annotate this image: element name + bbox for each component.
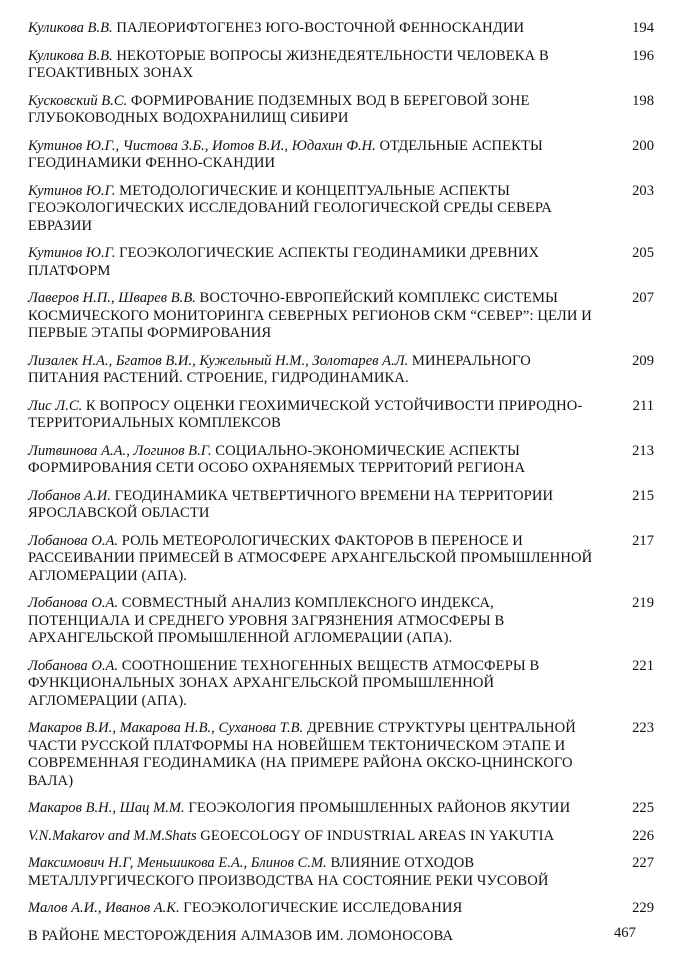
entry-page: 205 (632, 245, 654, 261)
entry-page: 221 (632, 657, 654, 674)
entry-authors: Лаверов Н.П., Шварев В.В. (28, 290, 196, 306)
entry-authors: Лобанов А.И. (28, 487, 111, 504)
entry-authors: Лобанова О.А. (28, 595, 119, 611)
entry-authors: Максимович Н.Г, Меньшикова Е.А., Блинов С.М. (28, 855, 327, 871)
entry-title: ГЕОЭКОЛОГИЧЕСКИЕ ИССЛЕДОВАНИЯ (183, 900, 463, 916)
toc-entry (28, 720, 658, 790)
entry-title: ВОСТОЧНО-ЕВРОПЕЙСКИЙ КОМПЛЕКС СИСТЕМЫ КОСМИЧЕСКОГО МОНИТОРИНГА СЕВЕРНЫХ РЕГИОНОВ СКМ “СЕВЕР”: ЦЕЛИ И ПЕРВЫЕ ЭТАПЫ ФОРМИРОВАНИЯ (28, 290, 592, 341)
toc-entry (28, 488, 658, 523)
entry-title: К ВОПРОСУ ОЦЕНКИ ГЕОХИМИЧЕСКОЙ УСТОЙЧИВОСТИ ПРИРОДНО-ТЕРРИТОРИАЛЬНЫХ КОМПЛЕКСОВ (28, 397, 583, 431)
table-of-contents (28, 20, 658, 955)
entry-title: СОЦИАЛЬНО-ЭКОНОМИЧЕСКИЕ АСПЕКТЫ ФОРМИРОВАНИЯ СЕТИ ОСОБО ОХРАНЯЕМЫХ ТЕРРИТОРИЙ РЕГИОНА (28, 442, 526, 476)
entry-authors: Макаров В.Н., Шац М.М. (28, 800, 185, 816)
entry-authors: Литвинова А.А., Логинов В.Г. (28, 442, 212, 459)
toc-entry (28, 443, 658, 478)
entry-title: GEOECOLOGY OF INDUSTRIAL AREAS IN YAKUTIA (200, 827, 555, 844)
toc-entry (28, 800, 658, 818)
toc-entry (28, 48, 658, 83)
entry-authors: Лис Л.С. (28, 397, 83, 414)
entry-title: ФОРМИРОВАНИЕ ПОДЗЕМНЫХ ВОД В БЕРЕГОВОЙ ЗОНЕ ГЛУБОКОВОДНЫХ ВОДОХРАНИЛИЩ СИБИРИ (28, 92, 530, 126)
entry-authors: Макаров В.И., Макарова Н.В., Суханова Т.В. (28, 720, 304, 736)
toc-entry (28, 928, 658, 946)
entry-page: 225 (632, 800, 654, 816)
entry-authors: Кутинов Ю.Г. (28, 245, 116, 261)
entry-title: МЕТОДОЛОГИЧЕСКИЕ И КОНЦЕПТУАЛЬНЫЕ АСПЕКТЫ ГЕОЭКОЛОГИЧЕСКИХ ИССЛЕДОВАНИЙ ГЕОЛОГИЧЕСКОЙ СРЕДЫ СЕВЕРА ЕВРАЗИИ (28, 182, 552, 234)
entry-authors: Куликова В.В. (28, 20, 113, 36)
entry-page: 203 (632, 182, 654, 199)
entry-title: ОТДЕЛЬНЫЕ АСПЕКТЫ ГЕОДИНАМИКИ ФЕННО-СКАНДИИ (28, 137, 543, 171)
entry-page: 223 (632, 720, 654, 736)
entry-title: РОЛЬ МЕТЕОРОЛОГИЧЕСКИХ ФАКТОРОВ В ПЕРЕНОСЕ И РАССЕИВАНИИ ПРИМЕСЕЙ В АТМОСФЕРЕ АРХАНГЕЛЬСКОЙ ПРОМЫШЛЕННОЙ АГЛОМЕРАЦИИ (АПА). (28, 532, 593, 584)
entry-title: НЕКОТОРЫЕ ВОПРОСЫ ЖИЗНЕДЕЯТЕЛЬНОСТИ ЧЕЛОВЕКА В ГЕОАКТИВНЫХ ЗОНАХ (28, 47, 549, 81)
entry-authors: Кутинов Ю.Г., Чистова З.Б., Иотов В.И., Юдахин Ф.Н. (28, 137, 376, 154)
entry-title: ДРЕВНИЕ СТРУКТУРЫ ЦЕНТРАЛЬНОЙ ЧАСТИ РУССКОЙ ПЛАТФОРМЫ НА НОВЕЙШЕМ ТЕКТОНИЧЕСКОМ ЭТАПЕ И СОВРЕМЕННАЯ ГЕОДИНАМИКА (НА ПРИМЕРЕ РАЙОНА ОКСКО-ЦНИНСКОГО ВАЛА) (28, 720, 576, 789)
entry-title: СОВМЕСТНЫЙ АНАЛИЗ КОМПЛЕКСНОГО ИНДЕКСА, ПОТЕНЦИАЛА И СРЕДНЕГО УРОВНЯ ЗАГРЯЗНЕНИЯ АТМОСФЕРЫ В АРХАНГЕЛЬСКОЙ ПРОМЫШЛЕННОЙ АГЛОМЕРАЦИИ (АПА). (28, 595, 505, 646)
entry-page: 211 (632, 397, 654, 414)
toc-entry (28, 855, 658, 890)
entry-title: ВЛИЯНИЕ ОТХОДОВ МЕТАЛЛУРГИЧЕСКОГО ПРОИЗВОДСТВА НА СОСТОЯНИЕ РЕКИ ЧУСОВОЙ (28, 855, 549, 889)
toc-entry (28, 245, 658, 280)
toc-entry (28, 595, 658, 648)
entry-title: В РАЙОНЕ МЕСТОРОЖДЕНИЯ АЛМАЗОВ ИМ. ЛОМОНОСОВА (28, 927, 454, 944)
entry-title: ГЕОЭКОЛОГИЯ ПРОМЫШЛЕННЫХ РАЙОНОВ ЯКУТИИ (188, 800, 571, 816)
entry-authors: Куликова В.В. (28, 47, 113, 64)
entry-title: ГЕОЭКОЛОГИЧЕСКИЕ АСПЕКТЫ ГЕОДИНАМИКИ ДРЕВНИХ ПЛАТФОРМ (28, 245, 540, 279)
toc-entry (28, 398, 658, 433)
toc-entry (28, 900, 658, 918)
entry-authors: V.N.Makarov and M.M.Shats (28, 827, 197, 844)
toc-entry (28, 290, 658, 343)
entry-page: 226 (632, 827, 654, 844)
entry-page: 215 (632, 487, 654, 504)
entry-page: 209 (632, 352, 654, 369)
toc-entry (28, 138, 658, 173)
toc-entry (28, 828, 658, 846)
entry-authors: Малов А.И., Иванов А.К. (28, 900, 180, 916)
entry-page: 217 (632, 532, 654, 549)
toc-entry (28, 658, 658, 711)
entry-title: СООТНОШЕНИЕ ТЕХНОГЕННЫХ ВЕЩЕСТВ АТМОСФЕРЫ В ФУНКЦИОНАЛЬНЫХ ЗОНАХ АРХАНГЕЛЬСКОЙ ПРОМЫШЛЕННОЙ АГЛОМЕРАЦИИ (АПА). (28, 657, 540, 709)
entry-page: 198 (632, 92, 654, 109)
toc-entry (28, 533, 658, 586)
entry-authors: Лобанова О.А. (28, 657, 119, 674)
entry-title: ПАЛЕОРИФТОГЕНЕЗ ЮГО-ВОСТОЧНОЙ ФЕННОСКАНДИИ (116, 20, 525, 36)
entry-authors: Кусковский В.С. (28, 92, 128, 109)
toc-entry (28, 20, 658, 38)
entry-page: 219 (632, 595, 654, 611)
entry-page: 194 (632, 20, 654, 36)
entry-title: ГЕОДИНАМИКА ЧЕТВЕРТИЧНОГО ВРЕМЕНИ НА ТЕРРИТОРИИ ЯРОСЛАВСКОЙ ОБЛАСТИ (28, 487, 554, 521)
toc-entry (28, 93, 658, 128)
entry-authors: Лизалек Н.А., Бгатов В.И., Кужельный Н.М., Золотарев А.Л. (28, 352, 409, 369)
entry-page: 213 (632, 442, 654, 459)
entry-page: 227 (632, 855, 654, 871)
toc-entry (28, 183, 658, 236)
entry-authors: Кутинов Ю.Г. (28, 182, 116, 199)
entry-page: 200 (632, 137, 654, 154)
entry-page: 196 (632, 47, 654, 64)
entry-page: 207 (632, 290, 654, 306)
entry-authors: Лобанова О.А. (28, 532, 119, 549)
entry-page: 229 (632, 900, 654, 916)
entry-title: МИНЕРАЛЬНОГО ПИТАНИЯ РАСТЕНИЙ. СТРОЕНИЕ, ГИДРОДИНАМИКА. (28, 352, 531, 386)
toc-entry (28, 353, 658, 388)
page-number: 467 (614, 925, 636, 941)
